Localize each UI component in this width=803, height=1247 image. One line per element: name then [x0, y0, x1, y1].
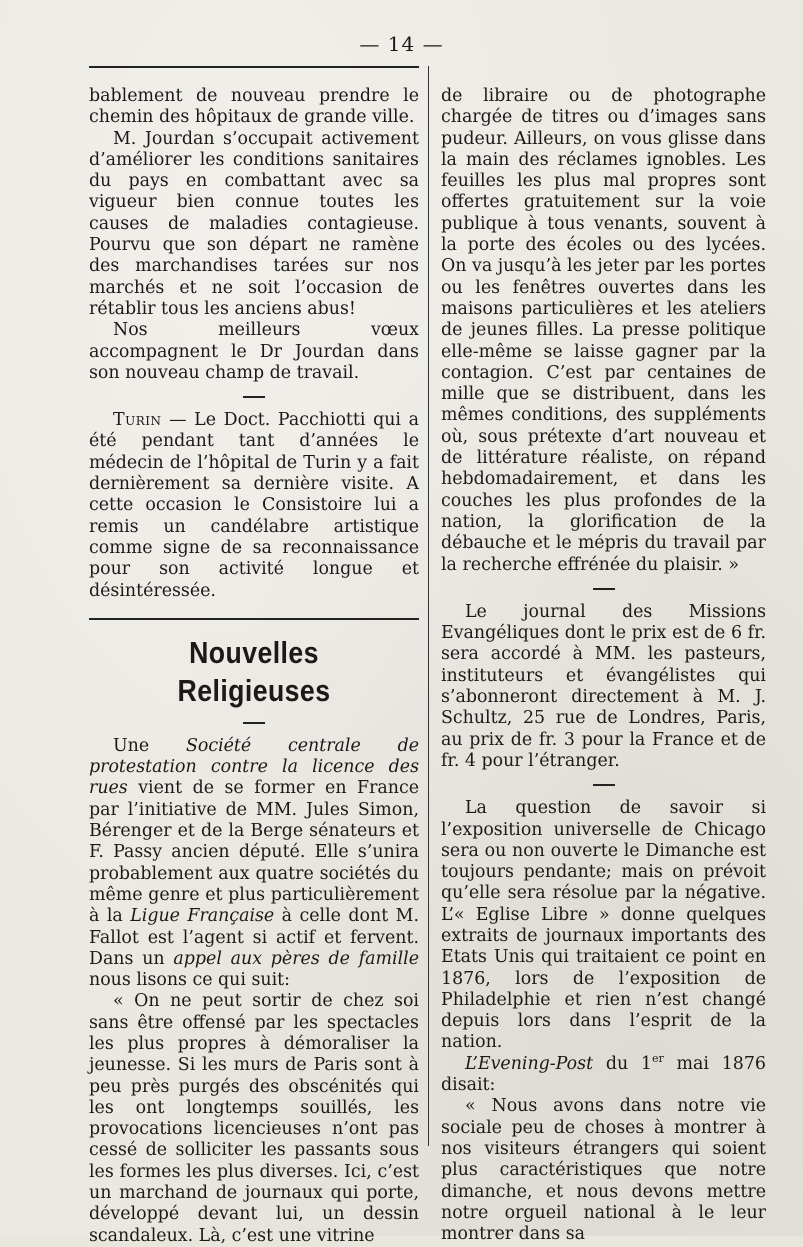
society-name: Société centrale de protestation contre la licence des rues: [89, 735, 419, 799]
quote-paragraph: « On ne peut sortir de chez soi sans être offensé par les spectacles les plus propres à démoraliser la jeunesse. Si les murs de Paris sont à peu près purgés des obscénités qui les ont longtemps souillés, les provocations licencieuses n’ont pas cessé de solliciter les passants sous les formes les plus diverses. Ici, c’est un marchand de journaux qui porte, développé devant lui, un dessin scandaleux. Là, c’est une vitrine: [89, 991, 419, 1246]
appeal-title: appel aux pères de famille: [173, 948, 419, 969]
evening-post-title: L’Evening-Post: [465, 1053, 594, 1074]
quote-paragraph-2: « Nous avons dans notre vie sociale peu de choses à montrer à nos visiteurs étrangers qui soient plus caractéristiques que notre dimanche, et nous devons mettre notre orgueil national à le leur montrer dans sa: [441, 1096, 766, 1245]
missions-paragraph: Le journal des Missions Evangéliques dont le prix est de 6 fr. sera accordé à MM. les pasteurs, instituteurs et évangélistes qui s’abonneront directement à M. J. Schultz, 25 rue de Londres, Paris, au prix de fr. 3 pour la France et de fr. 4 pour l’étranger.: [441, 601, 766, 771]
evening-post-text-end: mai 1876 disait:: [441, 1053, 766, 1096]
page-number: — 14 —: [359, 32, 444, 56]
turin-label: Turin: [113, 410, 162, 431]
separator-dash-2: [593, 588, 615, 590]
society-text-mid-2: à celle dont M. Fallot est l’agent si actif et fervent. Dans un: [89, 906, 419, 969]
evening-post-paragraph: [441, 1051, 766, 1097]
section-rule: [89, 618, 419, 620]
turin-paragraph: [89, 410, 419, 602]
chicago-paragraph: La question de savoir si l’exposition universelle de Chicago sera ou non ouverte le Dimanche est toujours pendante; mais on prévoit qu’elle sera résolue par la négative. L’« Eglise Libre » donne quelques extraits de journaux importants des Etats Unis qui traitaient ce point en 1876, lors de l’exposition de Philadelphie et rien n’est changé depuis lors dans l’esprit de la nation.: [441, 798, 766, 1053]
column-divider: [428, 66, 429, 1146]
evening-post-date-text: du 1: [593, 1053, 652, 1074]
title-dash: [243, 722, 265, 724]
separator-dash: [243, 396, 265, 398]
left-column: [89, 86, 419, 1247]
turin-text: — Le Doct. Pacchiotti qui a été pendant tant d’années le médecin de l’hôpital de Turin y a fait dernièrement sa dernière visite. A cette occasion le Consistoire lui a remis un candélabre artistique comme signe de sa reconnaissance pour son activité longue et désintéressée.: [89, 410, 419, 601]
right-column: [441, 86, 766, 1245]
ordinal-superscript: er: [652, 1051, 664, 1065]
separator-dash-3: [593, 784, 615, 786]
left-paragraph-3: Nos meilleurs vœux accompagnent le Dr Jourdan dans son nouveau champ de travail.: [89, 320, 419, 383]
section-title: Nouvelles Religieuses: [177, 634, 331, 708]
society-text-start: Une: [113, 735, 186, 756]
left-paragraph-2: M. Jourdan s’occupait activement d’améliorer les conditions sanitaires du pays en combattant avec sa vigueur bien connue toutes les causes de maladies contagieuse. Pourvu que son départ ne ramène des marchandises tarées sur nos marchés et ne soit l’occasion de rétablir tous les anciens abus!: [89, 128, 419, 319]
right-paragraph-1: de libraire ou de photographe chargée de titres ou d’images sans pudeur. Ailleurs, on vous glisse dans la main des réclames ignobles. Les feuilles les plus mal propres sont offertes gratuitement sur la voie publique à tous venants, souvent à la porte des écoles ou des lycées. On va jusqu’à les jeter par les portes ou les fenêtres ouvertes dans les maisons particulières et les ateliers de jeunes filles. La presse politique elle-même se laisse gagner par la contagion. C’est par centaines de mille que se distribuent, dans les mêmes conditions, des suppléments où, sous prétexte d’art nouveau et de littérature réaliste, on répand hebdomadairement, et dans les couches les plus profondes de la nation, la glorification de la débauche et le mépris du travail par la recherche effrénée du plaisir. »: [441, 86, 766, 575]
top-rule: [89, 66, 419, 68]
ligue-name: Ligue Française: [130, 906, 275, 927]
left-paragraph-1: bablement de nouveau prendre le chemin des hôpitaux de grande ville.: [89, 86, 419, 128]
society-text-end: nous lisons ce qui suit:: [89, 970, 291, 991]
society-paragraph: [89, 736, 419, 992]
society-text-mid: vient de se former en France par l’initiative de MM. Jules Simon, Bérenger et de la Berge sénateurs et F. Passy ancien député. Elle s’unira probablement aux quatre sociétés du même genre et plus particulièrement à la: [89, 778, 419, 927]
